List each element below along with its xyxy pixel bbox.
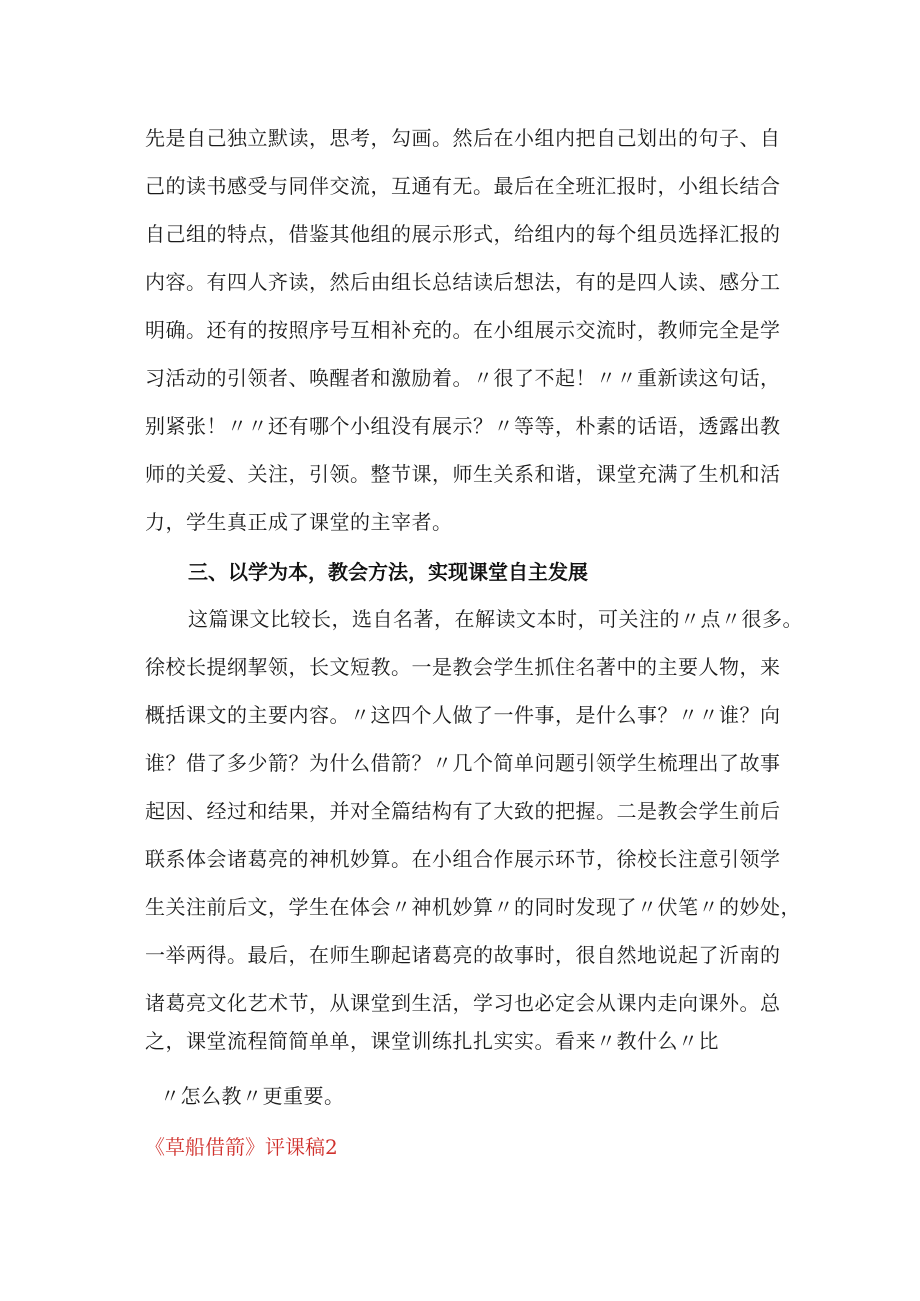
paragraph1-line: 别紧张！〃〃还有哪个小组没有展示？〃等等，朴素的话语，透露出教 (145, 414, 781, 438)
paragraph2-line: 一举两得。最后，在师生聊起诸葛亮的故事时，很自然地说起了沂南的 (145, 943, 781, 967)
paragraph2-line: 概括课文的主要内容。〃这四个人做了一件事，是什么事？〃〃谁？向 (145, 703, 781, 727)
paragraph2-line: 之，课堂流程简简单单，课堂训练扎扎实实。看来〃教什么〃比 (145, 1029, 719, 1053)
paragraph1-line: 习活动的引领者、唤醒者和激励着。〃很了不起！〃〃重新读这句话， (145, 366, 781, 390)
section-heading: 三、以学为本，教会方法，实现课堂自主发展 (188, 560, 588, 584)
paragraph2-line: 这篇课文比较长，选自名著，在解读文本时，可关注的〃点〃很多。 (188, 607, 803, 631)
paragraph1-line: 力，学生真正成了课堂的主宰者。 (145, 510, 453, 534)
paragraph1-line: 明确。还有的按照序号互相补充的。在小组展示交流时，教师完全是学 (145, 318, 781, 342)
paragraph1-line: 师的关爱、关注，引领。整节课，师生关系和谐，课堂充满了生机和活 (145, 462, 781, 486)
paragraph2-line: 谁？借了多少箭？为什么借箭？〃几个简单问题引领学生梳理出了故事 (145, 751, 781, 775)
paragraph2-line: 生关注前后文，学生在体会〃神机妙算〃的同时发现了〃伏笔〃的妙处， (145, 895, 801, 919)
paragraph2-line: 联系体会诸葛亮的神机妙算。在小组合作展示环节，徐校长注意引领学 (145, 847, 781, 871)
paragraph1-line: 己的读书感受与同伴交流，互通有无。最后在全班汇报时，小组长结合 (145, 174, 781, 198)
next-article-title: 《草船借箭》评课稿2 (145, 1135, 338, 1159)
paragraph1-line: 自己组的特点，借鉴其他组的展示形式，给组内的每个组员选择汇报的 (145, 222, 781, 246)
paragraph2-tail: 〃怎么教〃更重要。 (160, 1084, 345, 1108)
paragraph1-line: 内容。有四人齐读，然后由组长总结读后想法，有的是四人读、感分工 (145, 270, 781, 294)
paragraph2-line: 徐校长提纲挈领，长文短教。一是教会学生抓住名著中的主要人物，来 (145, 655, 781, 679)
paragraph2-line: 诸葛亮文化艺术节，从课堂到生活，学习也必定会从课内走向课外。总 (145, 991, 781, 1015)
paragraph2-line: 起因、经过和结果，并对全篇结构有了大致的把握。二是教会学生前后 (145, 799, 781, 823)
paragraph1-line: 先是自己独立默读，思考，勾画。然后在小组内把自己划出的句子、自 (145, 126, 781, 150)
